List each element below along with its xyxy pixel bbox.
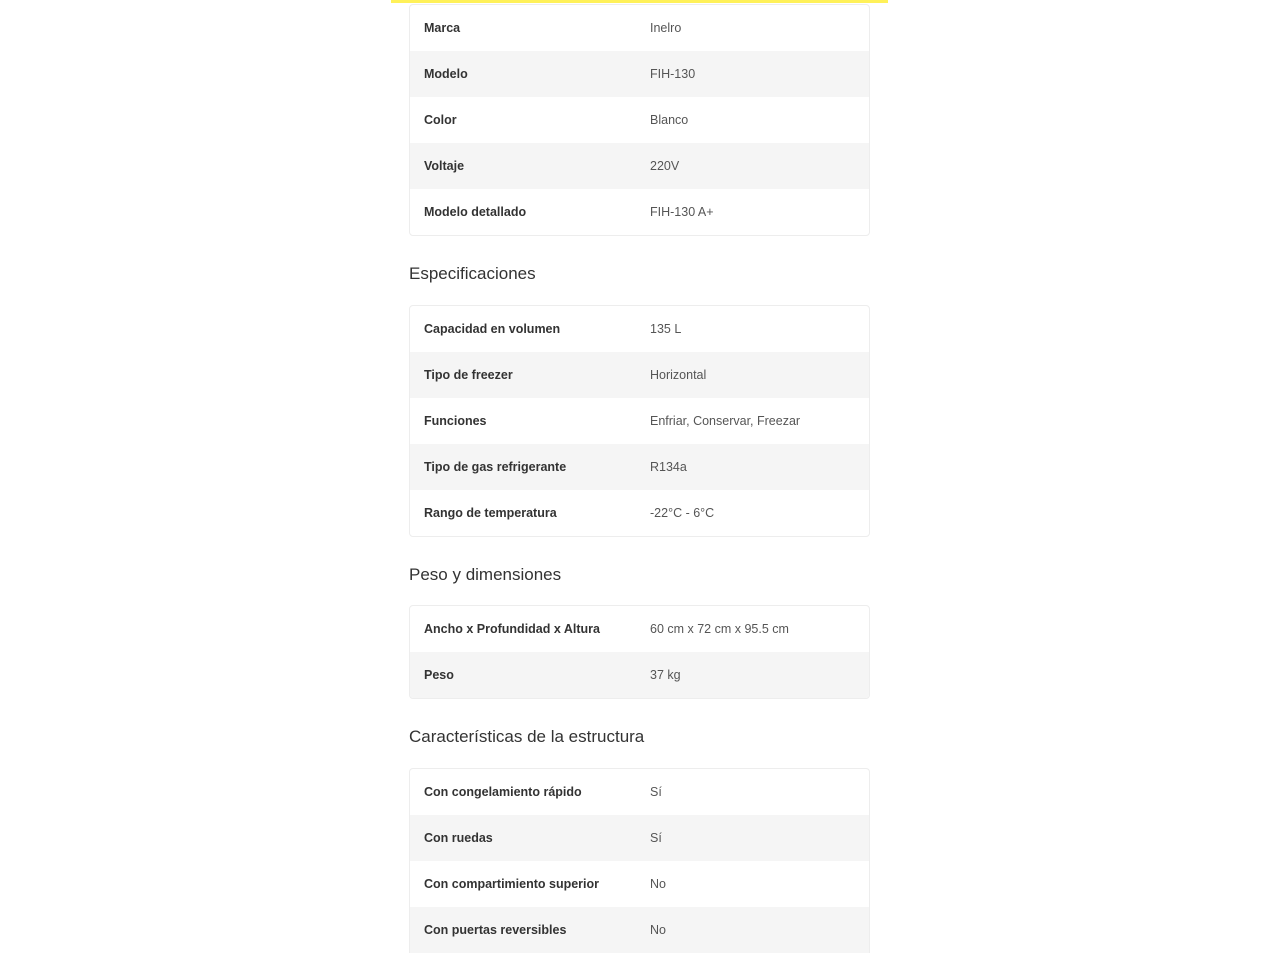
section-title-especificaciones: Especificaciones [409, 264, 536, 283]
spec-value: Sí [650, 785, 662, 799]
spec-value: No [650, 877, 666, 891]
spec-table-general [409, 4, 870, 236]
spec-value: 37 kg [650, 668, 681, 682]
spec-key: Tipo de freezer [424, 368, 513, 382]
spec-table-estructura [409, 768, 870, 953]
spec-key: Modelo detallado [424, 205, 527, 219]
spec-value: 220V [650, 159, 680, 173]
spec-value: Sí [650, 831, 662, 845]
spec-row [410, 5, 869, 51]
spec-row [410, 769, 869, 815]
spec-key: Modelo [424, 67, 468, 81]
spec-row [410, 398, 869, 444]
spec-value: No [650, 923, 666, 937]
section-title-estructura: Características de la estructura [409, 727, 645, 746]
spec-value: FIH-130 [650, 67, 696, 81]
spec-key: Ancho x Profundidad x Altura [424, 622, 600, 636]
spec-key: Marca [424, 21, 461, 35]
spec-row [410, 143, 869, 189]
spec-value: 135 L [650, 322, 682, 336]
section-title-peso-dimensiones: Peso y dimensiones [409, 565, 562, 584]
spec-value: R134a [650, 460, 687, 474]
spec-group-general [409, 4, 870, 236]
spec-row [410, 51, 869, 97]
specs-column [391, 0, 888, 960]
spec-key: Funciones [424, 414, 487, 428]
spec-key: Rango de temperatura [424, 506, 557, 520]
spec-key: Con compartimiento superior [424, 877, 600, 891]
spec-value: 60 cm x 72 cm x 95.5 cm [650, 622, 789, 636]
spec-row [410, 189, 869, 235]
spec-value: Inelro [650, 21, 682, 35]
spec-row [410, 907, 869, 953]
spec-group-peso-dimensiones [409, 605, 870, 699]
spec-row [410, 861, 869, 907]
spec-group-estructura [409, 768, 870, 953]
spec-value: -22°C - 6°C [650, 506, 715, 520]
spec-group-especificaciones [409, 305, 870, 537]
spec-key: Voltaje [424, 159, 465, 173]
spec-row [410, 306, 869, 352]
spec-table-especificaciones [409, 305, 870, 537]
top-accent-bar [391, 0, 888, 3]
spec-value: FIH-130 A+ [650, 205, 714, 219]
spec-key: Con puertas reversibles [424, 923, 567, 937]
spec-value: Horizontal [650, 368, 707, 382]
spec-row [410, 352, 869, 398]
spec-table-peso-dimensiones [409, 605, 870, 699]
spec-row [410, 606, 869, 652]
spec-key: Con ruedas [424, 831, 493, 845]
spec-row [410, 490, 869, 536]
spec-key: Peso [424, 668, 454, 682]
spec-key: Capacidad en volumen [424, 322, 561, 336]
spec-row [410, 652, 869, 698]
spec-row [410, 97, 869, 143]
spec-value: Blanco [650, 113, 689, 127]
spec-row [410, 444, 869, 490]
spec-key: Con congelamiento rápido [424, 785, 582, 799]
spec-value: Enfriar, Conservar, Freezar [650, 414, 801, 428]
spec-key: Tipo de gas refrigerante [424, 460, 567, 474]
spec-row [410, 815, 869, 861]
spec-key: Color [424, 113, 457, 127]
